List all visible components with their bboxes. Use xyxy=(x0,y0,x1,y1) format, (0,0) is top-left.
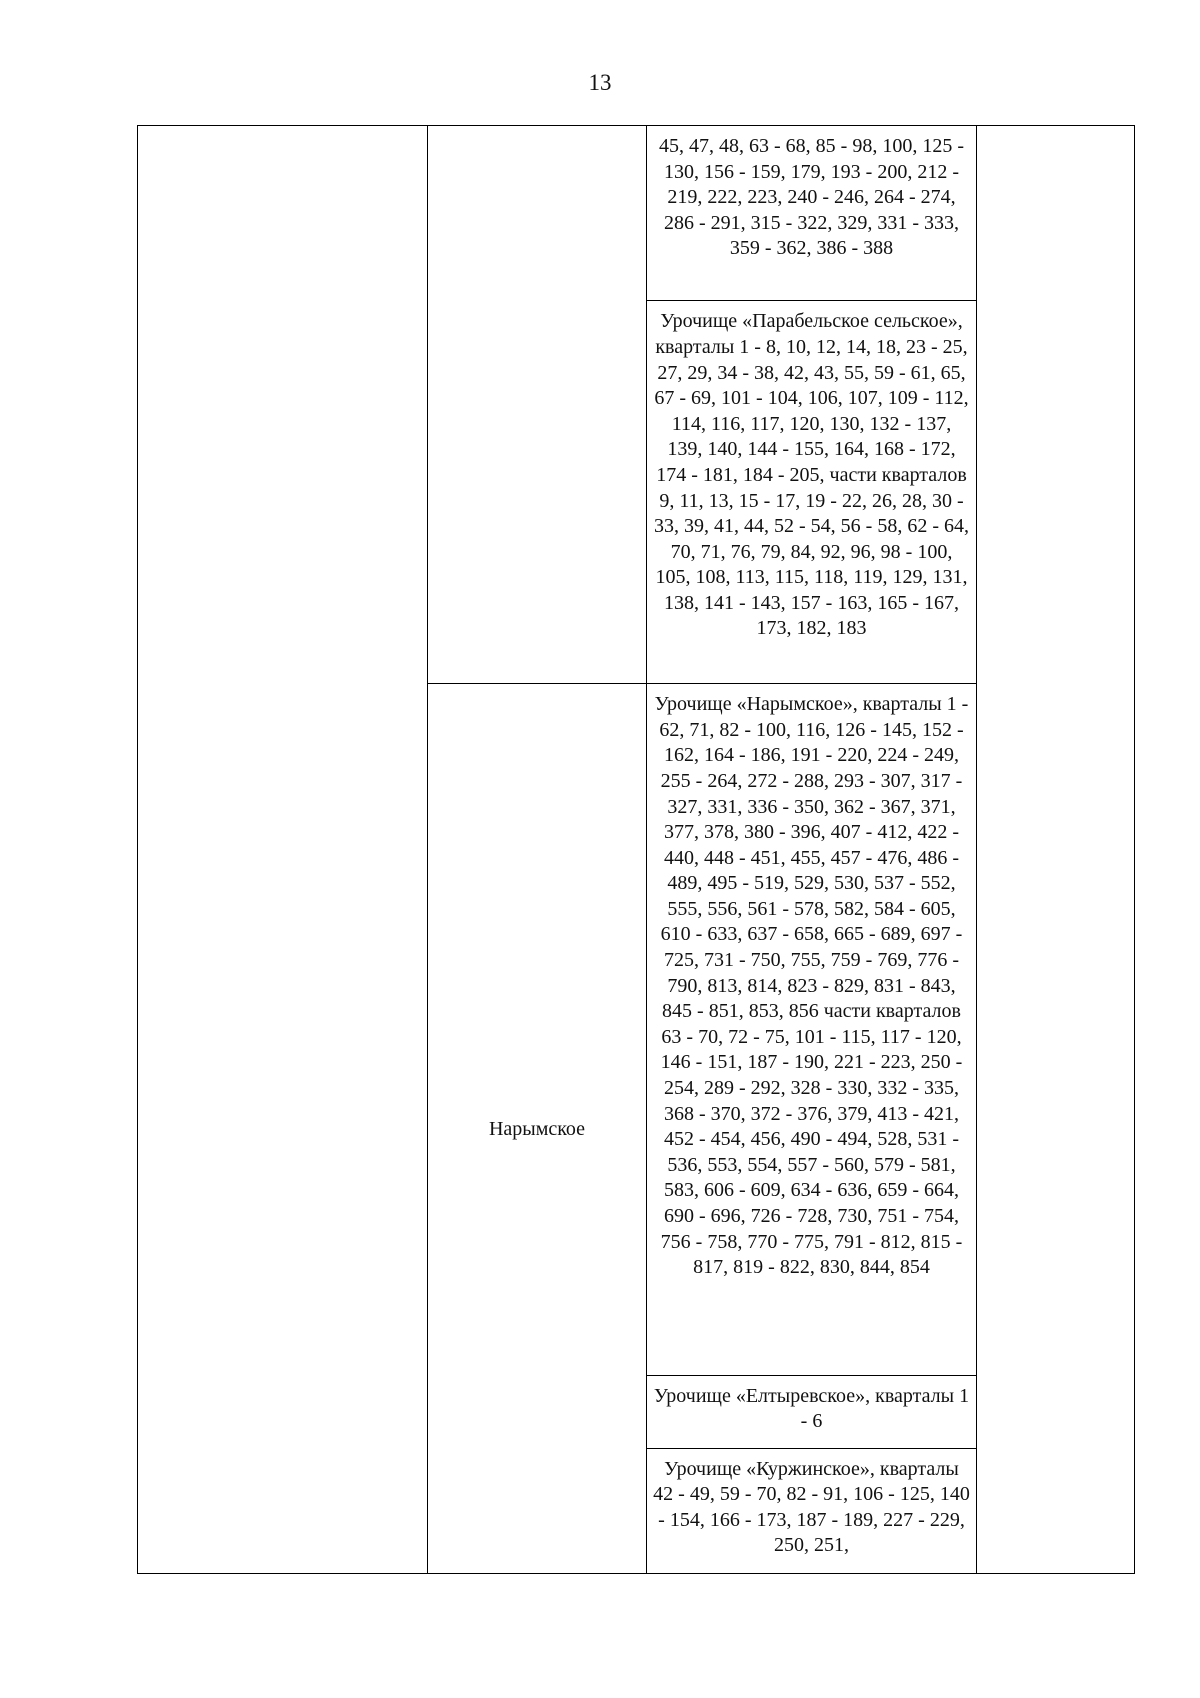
tract-cell: Урочище «Парабельское сельское», кварталы 1 - 8, 10, 12, 14, 18, 23 - 25, 27, 29, 34 - 38, 42, 43, 55, 59 - 61, 65, 67 - 69, 101 - 104, 106, 107, 109 - 112, 114, 116, 117, 120, 130, 132 - 137, 139, 140, 144 - 155, 164, 168 - 172, 174 - 181, 184 - 205, части кварталов 9, 11, 13, 15 - 17, 19 - 22, 26, 28, 30 - 33, 39, 41, 44, 52 - 54, 56 - 58, 62 - 64, 70, 71, 76, 79, 84, 92, 96, 98 - 100, 105, 108, 113, 115, 118, 119, 129, 131, 138, 141 - 143, 157 - 163, 165 - 167, 173, 182, 183 xyxy=(647,301,977,684)
tract-cell: Урочище «Куржинское», кварталы 42 - 49, 59 - 70, 82 - 91, 106 - 125, 140 - 154, 166 - 173, 187 - 189, 227 - 229, 250, 251, xyxy=(647,1448,977,1573)
tract-cell: Урочище «Елтыревское», кварталы 1 - 6 xyxy=(647,1375,977,1448)
tract-cell: Урочище «Нарымское», кварталы 1 - 62, 71, 82 - 100, 116, 126 - 145, 152 - 162, 164 - 186, 191 - 220, 224 - 249, 255 - 264, 272 - 288, 293 - 307, 317 - 327, 331, 336 - 350, 362 - 367, 371, 377, 378, 380 - 396, 407 - 412, 422 - 440, 448 - 451, 455, 457 - 476, 486 - 489, 495 - 519, 529, 530, 537 - 552, 555, 556, 561 - 578, 582, 584 - 605, 610 - 633, 637 - 658, 665 - 689, 697 - 725, 731 - 750, 755, 759 - 769, 776 - 790, 813, 814, 823 - 829, 831 - 843, 845 - 851, 853, 856 части кварталов 63 - 70, 72 - 75, 101 - 115, 117 - 120, 146 - 151, 187 - 190, 221 - 223, 250 - 254, 289 - 292, 328 - 330, 332 - 335, 368 - 370, 372 - 376, 379, 413 - 421, 452 - 454, 456, 490 - 494, 528, 531 - 536, 553, 554, 557 - 560, 579 - 581, 583, 606 - 609, 634 - 636, 659 - 664, 690 - 696, 726 - 728, 730, 751 - 754, 756 - 758, 770 - 775, 791 - 812, 815 - 817, 819 - 822, 830, 844, 854 xyxy=(647,684,977,1375)
notes-cell xyxy=(977,126,1135,1574)
district-cell xyxy=(428,126,647,684)
district-cell: Нарымское xyxy=(428,684,647,1574)
tract-cell: 45, 47, 48, 63 - 68, 85 - 98, 100, 125 - 130, 156 - 159, 179, 193 - 200, 212 - 219, 222, 223, 240 - 246, 264 - 274, 286 - 291, 315 - 322, 329, 331 - 333, 359 - 362, 386 - 388 xyxy=(647,126,977,301)
table-row xyxy=(138,126,1135,301)
forestry-table xyxy=(137,125,1135,1574)
page-number: 13 xyxy=(588,70,612,95)
forestry-cell xyxy=(138,126,428,1574)
